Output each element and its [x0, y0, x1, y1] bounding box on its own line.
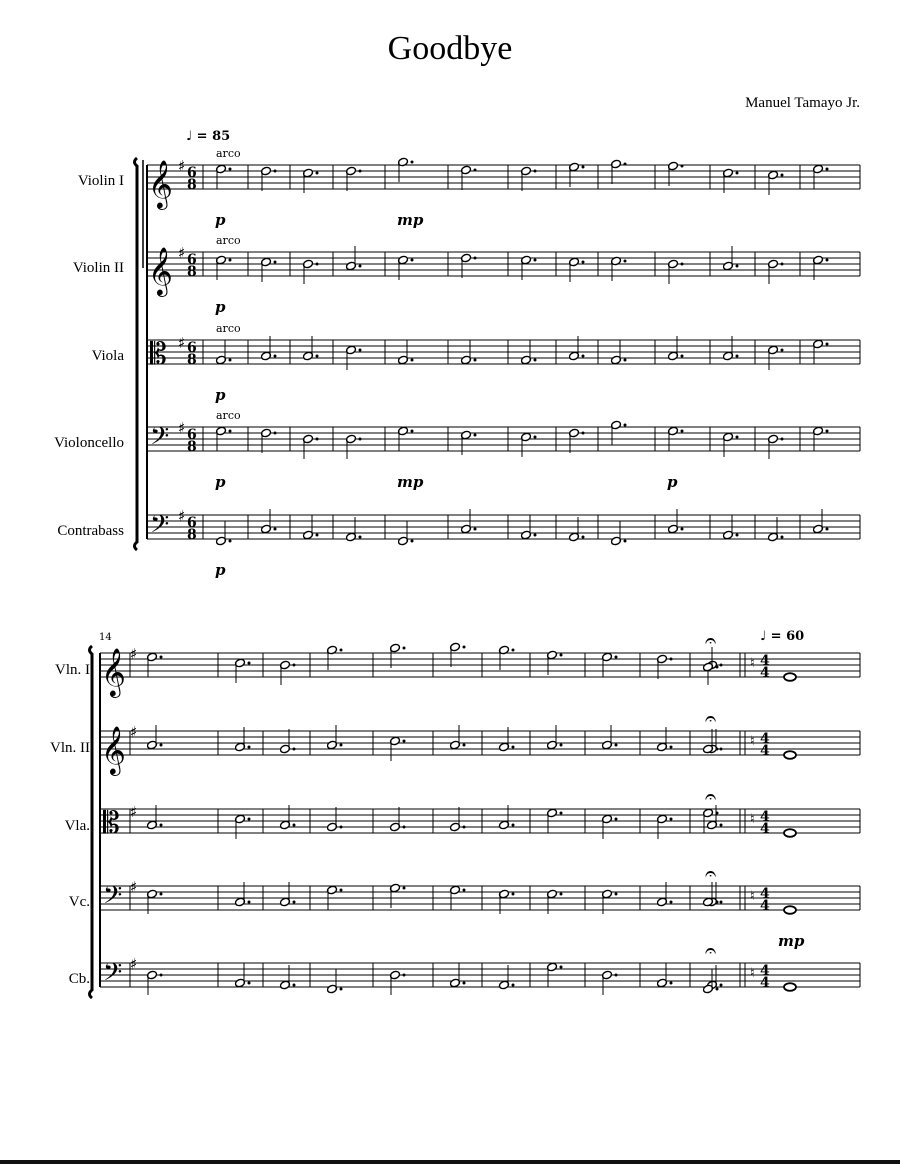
note-violin-1-dot [274, 170, 277, 173]
dynamic-marking: p [215, 211, 226, 229]
staff-label-vln-1: Vln. I [55, 662, 90, 678]
note-contrabass-dot [411, 540, 414, 543]
note-vln-2-dot [716, 748, 719, 751]
score-title: Goodbye [387, 30, 513, 67]
articulation-arco: arco [216, 322, 241, 335]
note-vc-dot [720, 901, 723, 904]
staff-label-vln-2: Vln. II [50, 740, 90, 756]
note-vc-dot [293, 901, 296, 904]
tempo-marking-85: ♩ = 85 [186, 129, 231, 144]
staff-vla-timesig-top: 4 [760, 809, 770, 825]
note-vc-dot [670, 901, 673, 904]
note-vln-1-dot [340, 649, 343, 652]
note-vc-dot [403, 887, 406, 890]
note-vc-dot [463, 889, 466, 892]
note-vln-2-dot [670, 746, 673, 749]
note-contrabass-dot [826, 528, 829, 531]
note-contrabass-dot [534, 534, 537, 537]
measure-number: 14 [99, 632, 112, 643]
note-viola-dot [781, 349, 784, 352]
note-violin-2-dot [781, 263, 784, 266]
note-viola-dot [359, 349, 362, 352]
note-violin-1-dot [474, 169, 477, 172]
note-contrabass-dot [474, 528, 477, 531]
note-violoncello-dot [316, 438, 319, 441]
note-cb-dot [670, 982, 673, 985]
note-vc-dot [512, 893, 515, 896]
staff-viola-timesig-top: 6 [187, 340, 197, 356]
note-violoncello-dot [582, 432, 585, 435]
note-violoncello-dot [781, 438, 784, 441]
staff-vln-2-treble-clef-icon: 𝄞 [101, 725, 126, 774]
staff-cb-timesig-top: 4 [760, 963, 770, 979]
staff-label-violoncello: Violoncello [54, 435, 124, 451]
note-cb-dot [403, 974, 406, 977]
note-vla-dot [670, 818, 673, 821]
composer-credit: Manuel Tamayo Jr. [745, 95, 860, 111]
staff-violoncello-timesig-top: 6 [187, 427, 197, 443]
staff-violin-1-timesig-top: 6 [187, 165, 197, 181]
staff-vln-2-key-sharp-icon: ♯ [130, 723, 138, 741]
note-vla-dot [512, 824, 515, 827]
note-violin-2-dot [411, 259, 414, 262]
note-contrabass-dot [736, 534, 739, 537]
note-viola-dot [826, 343, 829, 346]
note-violoncello-dot [624, 424, 627, 427]
note-cb-dot [512, 984, 515, 987]
note-viola-dot [474, 359, 477, 362]
staff-contrabass-bass-clef-icon: 𝄢 [150, 510, 170, 545]
staff-violoncello-bass-clef-icon: 𝄢 [150, 422, 170, 457]
note-vla-dot [720, 824, 723, 827]
note-vln-2-dot [160, 744, 163, 747]
note-vln-2-dot [560, 744, 563, 747]
natural-sign-icon: ♮ [750, 889, 755, 904]
note-vc-dot [248, 901, 251, 904]
note-violin-2-dot [474, 257, 477, 260]
note-violoncello-dot [736, 436, 739, 439]
note-vc-dot [615, 893, 618, 896]
whole-note-vla [784, 829, 796, 837]
note-violin-2-dot [229, 259, 232, 262]
note-vln-2-dot [403, 740, 406, 743]
note-vln-1-dot [248, 662, 251, 665]
staff-viola-key-sharp-icon: ♯ [178, 334, 186, 352]
note-vln-2-dot [463, 744, 466, 747]
note-violin-2-dot [624, 260, 627, 263]
note-viola-dot [534, 359, 537, 362]
articulation-arco: arco [216, 234, 241, 247]
note-vln-2-dot [512, 746, 515, 749]
note-vc-dot [716, 901, 719, 904]
staff-violin-2-timesig-top: 6 [187, 252, 197, 268]
note-vln-1-dot [463, 646, 466, 649]
staff-vln-2-timesig-bottom: 4 [760, 743, 770, 759]
staff-label-vla: Vla. [64, 818, 90, 834]
staff-label-contrabass: Contrabass [57, 523, 124, 539]
staff-vc-timesig-top: 4 [760, 886, 770, 902]
natural-sign-icon: ♮ [750, 734, 755, 749]
fermata-icon: 𝄐 [705, 938, 717, 962]
note-vla-dot [560, 812, 563, 815]
note-viola-dot [582, 355, 585, 358]
note-vla-dot [160, 824, 163, 827]
note-violoncello-dot [826, 430, 829, 433]
note-contrabass-dot [624, 540, 627, 543]
note-contrabass-dot [359, 536, 362, 539]
note-vln-1-dot [403, 647, 406, 650]
whole-note-vln-1 [784, 673, 796, 681]
note-cb-dot [248, 982, 251, 985]
note-violin-1-dot [316, 172, 319, 175]
note-viola-dot [736, 355, 739, 358]
dynamic-marking: mp [778, 932, 805, 950]
staff-viola-timesig-bottom: 8 [187, 352, 197, 368]
whole-note-cb [784, 983, 796, 991]
note-vc-dot [340, 889, 343, 892]
dynamic-marking: p [667, 473, 678, 491]
staff-violin-2-key-sharp-icon: ♯ [178, 244, 186, 262]
note-vln-1-dot [716, 666, 719, 669]
note-violin-2-dot [582, 261, 585, 264]
note-viola-dot [229, 359, 232, 362]
note-violin-1-dot [582, 166, 585, 169]
note-viola-dot [274, 355, 277, 358]
note-cb-dot [716, 988, 719, 991]
note-violin-1-dot [624, 163, 627, 166]
staff-vla-alto-clef-icon: 𝄡 [103, 806, 120, 841]
note-vln-1-dot [512, 649, 515, 652]
note-viola-dot [681, 355, 684, 358]
articulation-arco: arco [216, 147, 241, 160]
note-vln-2-dot [248, 746, 251, 749]
note-vla-dot [293, 824, 296, 827]
note-violin-1-dot [781, 174, 784, 177]
staff-contrabass-timesig-bottom: 8 [187, 527, 197, 543]
dynamic-marking: p [215, 473, 226, 491]
note-violin-2-dot [681, 263, 684, 266]
natural-sign-icon: ♮ [750, 656, 755, 671]
note-vln-1-dot [560, 654, 563, 657]
note-vc-dot [560, 893, 563, 896]
staff-label-viola: Viola [91, 348, 124, 364]
note-violin-1-dot [736, 172, 739, 175]
note-violin-1-dot [229, 168, 232, 171]
note-violoncello-dot [474, 434, 477, 437]
staff-violin-1-treble-clef-icon: 𝄞 [148, 159, 173, 208]
dynamic-marking: p [215, 561, 226, 579]
note-vla-dot [340, 826, 343, 829]
note-contrabass-dot [274, 528, 277, 531]
fermata-icon: 𝄐 [705, 628, 717, 652]
note-violin-1-dot [534, 170, 537, 173]
note-cb-dot [720, 984, 723, 987]
staff-vc-bass-clef-icon: 𝄢 [103, 881, 123, 916]
note-violin-1-dot [826, 168, 829, 171]
dynamic-marking: mp [397, 473, 424, 491]
note-violin-1-dot [359, 170, 362, 173]
staff-vln-2-timesig-top: 4 [760, 731, 770, 747]
note-vln-2-dot [340, 744, 343, 747]
staff-vla-key-sharp-icon: ♯ [130, 803, 138, 821]
staff-violoncello-timesig-bottom: 8 [187, 439, 197, 455]
system2-bracket [90, 646, 93, 998]
note-vc-dot [160, 893, 163, 896]
note-viola-dot [624, 359, 627, 362]
staff-contrabass-key-sharp-icon: ♯ [178, 507, 186, 525]
staff-vln-1-timesig-bottom: 4 [760, 665, 770, 681]
note-cb-dot [293, 984, 296, 987]
note-contrabass-dot [229, 540, 232, 543]
note-violin-2-dot [316, 263, 319, 266]
fermata-icon: 𝄐 [705, 861, 717, 885]
note-vla-dot [463, 826, 466, 829]
note-vln-1-dot [293, 664, 296, 667]
dynamic-marking: p [215, 298, 226, 316]
staff-vc-timesig-bottom: 4 [760, 898, 770, 914]
note-vln-1-dot [615, 656, 618, 659]
staff-violin-1-key-sharp-icon: ♯ [178, 157, 186, 175]
staff-cb-timesig-bottom: 4 [760, 975, 770, 991]
note-violin-1-dot [411, 161, 414, 164]
note-violin-1-dot [681, 165, 684, 168]
note-contrabass-dot [681, 528, 684, 531]
note-contrabass-dot [316, 534, 319, 537]
staff-vla-timesig-bottom: 4 [760, 821, 770, 837]
staff-cb-bass-clef-icon: 𝄢 [103, 958, 123, 993]
note-cb-dot [160, 974, 163, 977]
note-viola-dot [316, 355, 319, 358]
note-vla-dot [716, 812, 719, 815]
note-vla-dot [248, 818, 251, 821]
staff-vln-1-treble-clef-icon: 𝄞 [101, 647, 126, 696]
fermata-icon: 𝄐 [705, 706, 717, 730]
staff-label-violin-2: Violin II [72, 260, 124, 276]
staff-label-vc: Vc. [68, 894, 90, 910]
note-violoncello-dot [274, 432, 277, 435]
note-violin-2-dot [534, 259, 537, 262]
note-contrabass-dot [582, 536, 585, 539]
note-violoncello-dot [411, 430, 414, 433]
staff-violin-2-treble-clef-icon: 𝄞 [148, 246, 173, 295]
staff-vc-key-sharp-icon: ♯ [130, 878, 138, 896]
staff-violoncello-key-sharp-icon: ♯ [178, 419, 186, 437]
staff-violin-2-timesig-bottom: 8 [187, 264, 197, 280]
note-violin-2-dot [274, 261, 277, 264]
note-cb-dot [340, 988, 343, 991]
note-viola-dot [411, 359, 414, 362]
whole-note-vc [784, 906, 796, 914]
staff-violin-1-timesig-bottom: 8 [187, 177, 197, 193]
page-bottom-border [0, 1160, 900, 1164]
fermata-icon: 𝄐 [705, 784, 717, 808]
note-vln-2-dot [615, 744, 618, 747]
note-vln-2-dot [720, 748, 723, 751]
note-cb-dot [560, 966, 563, 969]
staff-label-violin-1: Violin I [77, 173, 124, 189]
note-vla-dot [615, 818, 618, 821]
natural-sign-icon: ♮ [750, 966, 755, 981]
articulation-arco: arco [216, 409, 241, 422]
note-violoncello-dot [534, 436, 537, 439]
note-violoncello-dot [229, 430, 232, 433]
note-vln-1-dot [160, 656, 163, 659]
staff-viola-alto-clef-icon: 𝄡 [150, 337, 167, 372]
note-contrabass-dot [781, 536, 784, 539]
note-vln-1-dot [720, 664, 723, 667]
staff-vln-1-timesig-top: 4 [760, 653, 770, 669]
note-cb-dot [615, 974, 618, 977]
note-cb-dot [463, 982, 466, 985]
staff-contrabass-timesig-top: 6 [187, 515, 197, 531]
note-violin-2-dot [826, 259, 829, 262]
staff-cb-key-sharp-icon: ♯ [130, 955, 138, 973]
tempo-marking-60: ♩ = 60 [760, 629, 805, 644]
natural-sign-icon: ♮ [750, 812, 755, 827]
staff-vln-1-key-sharp-icon: ♯ [130, 645, 138, 663]
whole-note-vln-2 [784, 751, 796, 759]
note-violoncello-dot [681, 430, 684, 433]
note-vla-dot [403, 826, 406, 829]
dynamic-marking: mp [397, 211, 424, 229]
system1-bracket [135, 158, 138, 550]
staff-label-cb: Cb. [68, 971, 90, 987]
note-violin-2-dot [736, 265, 739, 268]
note-violin-2-dot [359, 265, 362, 268]
note-vln-1-dot [670, 658, 673, 661]
note-vln-2-dot [293, 748, 296, 751]
note-violoncello-dot [359, 438, 362, 441]
dynamic-marking: p [215, 386, 226, 404]
